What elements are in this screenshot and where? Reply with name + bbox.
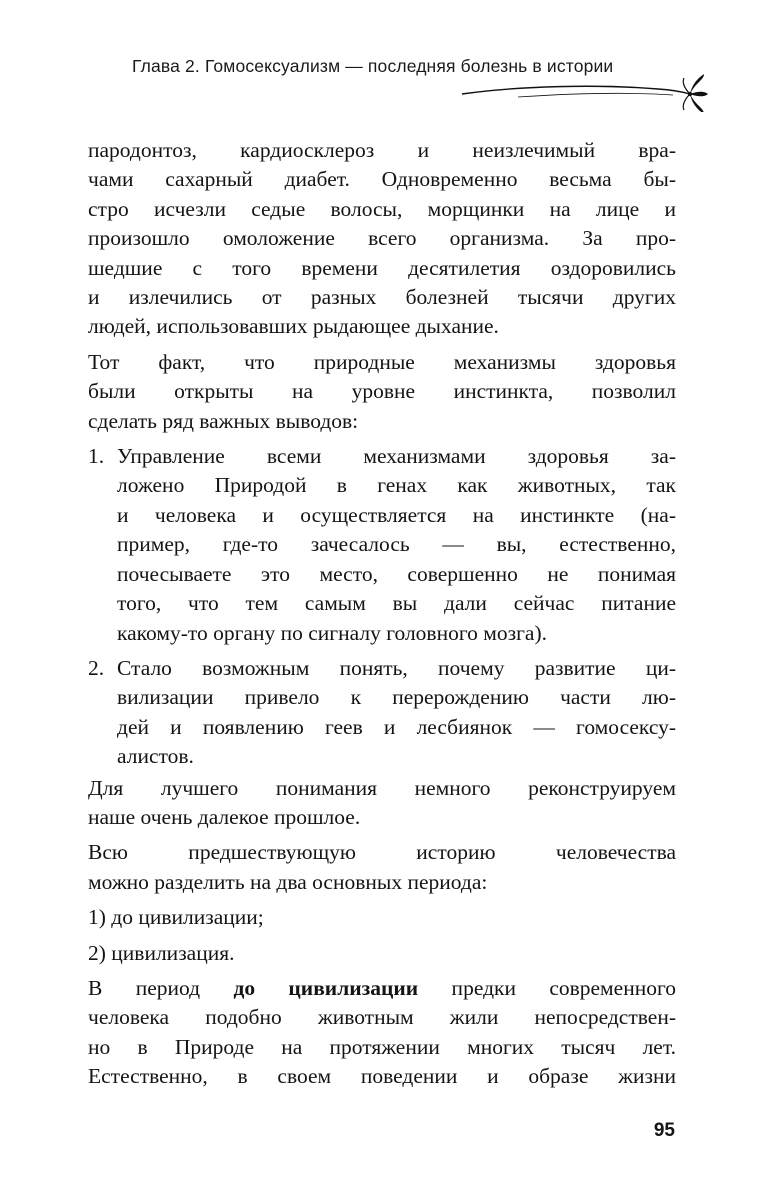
text-line: алистов. (117, 744, 194, 769)
text-line: стро исчезли седые волосы, морщинки на лице и (88, 196, 676, 221)
text-line: пример, где-то зачесалось — вы, естественно, (117, 532, 676, 557)
list-item-2 (88, 654, 676, 772)
text-line: наше очень далекое прошлое. (88, 804, 361, 829)
list-item-1 (88, 442, 676, 648)
paragraph-5 (88, 974, 676, 1092)
paragraph-2 (88, 348, 676, 436)
period-item-1 (88, 903, 676, 932)
paragraph-4 (88, 838, 676, 897)
text-line (88, 974, 676, 1003)
text-line: 1) до цивилизации; (88, 905, 264, 930)
text-line: чами сахарный диабет. Одновременно весьма бы- (88, 167, 676, 192)
emphasis-text: до цивилизации (233, 975, 419, 1000)
text-line: но в Природе на протяжении многих тысяч лет. (88, 1034, 676, 1059)
text-line: какому-то органу по сигналу головного мозга). (117, 620, 547, 645)
text-line: произошло омоложение всего организма. За про- (88, 226, 676, 251)
running-title: Глава 2. Гомосексуализм — последняя болезнь в истории (132, 56, 614, 76)
running-header (90, 52, 690, 112)
text-line: были открыты на уровне инстинкта, позволил (88, 379, 676, 404)
text-line: пародонтоз, кардиосклероз и неизлечимый вра- (88, 138, 676, 162)
text-line: Естественно, в своем поведении и образе жизни (88, 1064, 676, 1089)
text-line: людей, использовавших рыдающее дыхание. (88, 314, 499, 339)
text-line: того, что тем самым вы дали сейчас питание (117, 591, 676, 616)
period-item-2 (88, 939, 676, 968)
text-line: 2) цивилизация. (88, 940, 235, 965)
text-line: ложено Природой в генах как животных, так (117, 473, 676, 498)
paragraph-3 (88, 774, 676, 833)
text-line: Управление всеми механизмами здоровья за- (117, 444, 676, 469)
list-number: 2. (88, 655, 105, 680)
text-line: сделать ряд важных выводов: (88, 408, 359, 433)
header-ornament-icon (458, 72, 708, 112)
text-line: вилизации привело к перерождению части лю- (117, 685, 676, 710)
text-run: предки современного (418, 975, 677, 1000)
page-number: 95 (653, 1120, 675, 1141)
text-run: В период (88, 975, 234, 1000)
body-text (88, 136, 676, 1098)
paragraph-1 (88, 136, 676, 342)
text-line: Всю предшествующую историю человечества (88, 840, 676, 865)
text-line: дей и появлению геев и лесбиянок — гомосексу- (117, 714, 676, 739)
text-line: и человека и осуществляется на инстинкте (на- (117, 502, 676, 527)
text-line: человека подобно животным жили непосредствен- (88, 1005, 676, 1030)
text-line: Для лучшего понимания немного реконструируем (88, 775, 676, 800)
list-number: 1. (88, 444, 105, 469)
text-line: почесываете это место, совершенно не понимая (117, 561, 676, 586)
text-line: Тот факт, что природные механизмы здоровья (88, 349, 676, 374)
text-line: шедшие с того времени десятилетия оздоровились (88, 255, 676, 280)
text-line: можно разделить на два основных периода: (88, 869, 488, 894)
text-line: и излечились от разных болезней тысячи других (88, 285, 676, 310)
text-line: Стало возможным понять, почему развитие ци- (117, 655, 676, 680)
